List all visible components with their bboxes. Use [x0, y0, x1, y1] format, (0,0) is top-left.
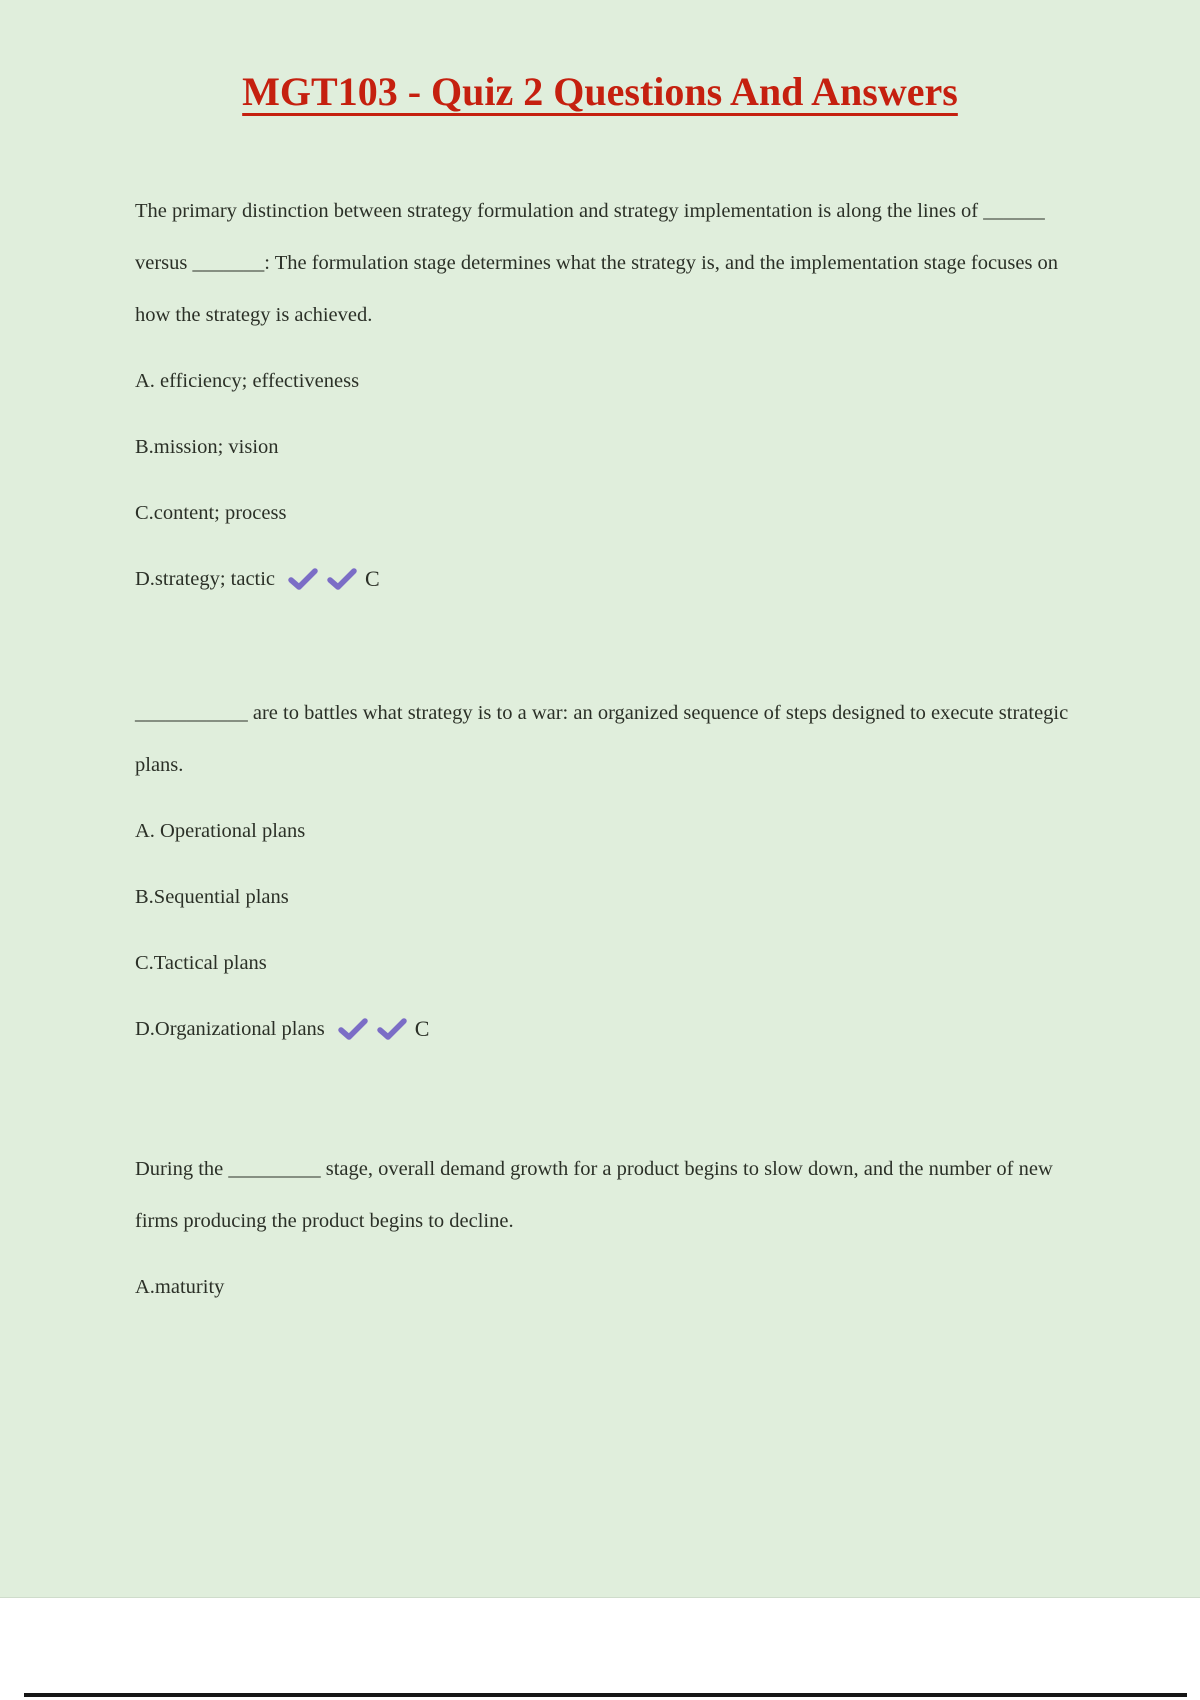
option-c: [135, 937, 1085, 989]
option-a: [135, 355, 1085, 407]
answer-checks: [287, 567, 365, 591]
page-bottom-border: [24, 1693, 1187, 1697]
option-a: [135, 1261, 1085, 1313]
option-label: C.Tactical plans: [135, 952, 267, 974]
option-a: [135, 805, 1085, 857]
option-label: B.mission; vision: [135, 436, 279, 458]
option-label: A. Operational plans: [135, 820, 306, 842]
question-2: [135, 687, 1085, 1055]
option-label: D.Organizational plans: [135, 1018, 325, 1040]
option-c: [135, 487, 1085, 539]
correct-answer-letter: C: [365, 566, 380, 591]
question-text: During the _________ stage, overall demand growth for a product begins to slow down, and the number of new firms producing the product begins to decline.: [135, 1158, 1053, 1232]
question-list: [135, 185, 1085, 1313]
option-b: [135, 871, 1085, 923]
question-1: [135, 185, 1085, 605]
question-3: [135, 1143, 1085, 1313]
option-label: A. efficiency; effectiveness: [135, 370, 360, 392]
check-icon: [376, 1017, 408, 1041]
answer-checks: [337, 1017, 415, 1041]
option-label: A.maturity: [135, 1276, 225, 1298]
question-text: The primary distinction between strategy formulation and strategy implementation is along the lines of ______ versus _______: The formulation stage determines what the strategy is, and the implementation stage focuses on how the strategy is achieved.: [135, 200, 1059, 326]
correct-answer-letter: C: [414, 1016, 430, 1041]
question-text: ___________ are to battles what strategy is to a war: an organized sequence of steps designed to execute strategic plans.: [135, 702, 1069, 776]
option-label: C.content; process: [135, 502, 287, 524]
option-d-correct: [135, 1003, 1085, 1055]
option-label: D.strategy; tactic: [135, 568, 276, 590]
option-b: [135, 421, 1085, 473]
check-icon: [337, 1017, 369, 1041]
option-d-correct: [135, 553, 1085, 605]
check-icon: [287, 567, 319, 591]
page-title: MGT103 - Quiz 2 Questions And Answers: [242, 69, 958, 114]
check-icon: [326, 567, 358, 591]
option-label: B.Sequential plans: [135, 886, 289, 908]
